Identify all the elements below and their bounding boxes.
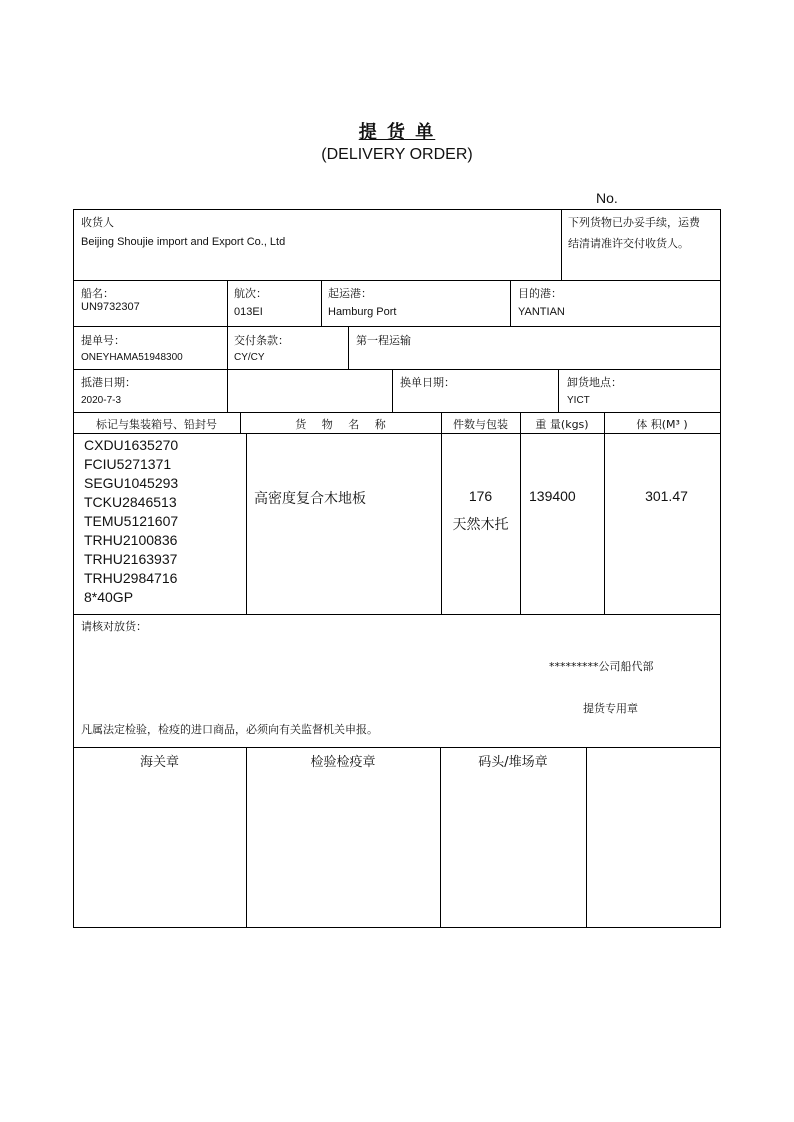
container-mark: TRHU2163937 bbox=[84, 551, 178, 567]
col-divider bbox=[348, 326, 349, 369]
col-divider bbox=[520, 433, 521, 614]
voyage-value: 013EI bbox=[234, 306, 263, 318]
col-divider bbox=[246, 747, 247, 927]
container-mark: TCKU2846513 bbox=[84, 494, 177, 510]
release-note-line-1: 下列货物已办妥手续，运费 bbox=[568, 216, 700, 229]
row-divider bbox=[73, 280, 721, 281]
voyage-label: 航次： bbox=[234, 287, 267, 300]
terminal-stamp-label: 码头/堆场章 bbox=[478, 755, 548, 770]
shipping-agent: *********公司船代部 bbox=[549, 660, 654, 673]
container-count: 8*40GP bbox=[84, 589, 134, 605]
document-subtitle: (DELIVERY ORDER) bbox=[321, 146, 473, 163]
table-border-top bbox=[73, 209, 721, 210]
bl-number-value: ONEYHAMA51948300 bbox=[81, 352, 183, 363]
row-divider bbox=[73, 433, 721, 434]
statutory-inspection-notice: 凡属法定检验，检疫的进口商品，必须向有关监督机关申报。 bbox=[81, 723, 378, 736]
col-divider bbox=[227, 326, 228, 369]
col-divider bbox=[561, 209, 562, 280]
col-divider bbox=[392, 369, 393, 412]
volume-value: 301.47 bbox=[645, 488, 688, 504]
table-border-right bbox=[720, 209, 721, 927]
gross-weight: 139400 bbox=[529, 488, 576, 504]
description-header: 货 物 名 称 bbox=[295, 418, 386, 431]
delivery-terms-label: 交付条款： bbox=[234, 334, 289, 347]
package-count: 176 bbox=[468, 488, 493, 504]
release-note-line-2: 结清请准许交付收货人。 bbox=[568, 237, 689, 250]
packages-header: 件数与包装 bbox=[453, 418, 508, 431]
consignee-value: Beijing Shoujie import and Export Co., Ltd bbox=[81, 236, 286, 248]
col-divider bbox=[321, 280, 322, 326]
release-check-label: 请核对放货： bbox=[81, 620, 147, 633]
col-divider bbox=[510, 280, 511, 326]
customs-stamp-label: 海关章 bbox=[139, 755, 179, 770]
bl-number-label: 提单号： bbox=[81, 334, 125, 347]
inspection-stamp-label: 检验检疫章 bbox=[310, 755, 376, 770]
port-of-loading-label: 起运港： bbox=[328, 287, 372, 300]
container-mark: TRHU2100836 bbox=[84, 532, 178, 548]
row-divider bbox=[73, 747, 721, 748]
vessel-value: UN9732307 bbox=[81, 301, 140, 313]
number-label: No. bbox=[596, 190, 618, 206]
arrival-date-label: 抵港日期： bbox=[81, 376, 136, 389]
first-leg-label: 第一程运输 bbox=[356, 334, 411, 347]
table-border-left bbox=[73, 209, 74, 927]
container-marks-list bbox=[84, 436, 178, 607]
row-divider bbox=[73, 326, 721, 327]
col-divider bbox=[586, 747, 587, 927]
port-of-loading-value: Hamburg Port bbox=[328, 306, 397, 318]
document-title: 提 货 单 bbox=[358, 122, 436, 143]
col-divider bbox=[558, 369, 559, 412]
col-divider bbox=[440, 747, 441, 927]
weight-header: 重 量(kgs) bbox=[535, 418, 589, 431]
port-of-destination-label: 目的港： bbox=[518, 287, 562, 300]
container-mark: CXDU1635270 bbox=[84, 437, 179, 453]
row-divider bbox=[73, 412, 721, 413]
table-border-bottom bbox=[73, 927, 721, 928]
consignee-label: 收货人 bbox=[81, 216, 114, 229]
arrival-date-value: 2020-7-3 bbox=[81, 395, 122, 406]
goods-description: 高密度复合木地板 bbox=[254, 491, 366, 507]
container-mark: SEGU1045293 bbox=[84, 475, 179, 491]
marks-header: 标记与集装箱号、铅封号 bbox=[96, 418, 217, 431]
container-mark: TRHU2984716 bbox=[84, 570, 178, 586]
delivery-seal-label: 提货专用章 bbox=[583, 702, 638, 715]
vessel-label: 船名： bbox=[81, 287, 114, 300]
col-divider bbox=[227, 369, 228, 412]
package-type: 天然木托 bbox=[452, 517, 509, 533]
port-of-destination-value: YANTIAN bbox=[518, 306, 565, 318]
container-mark: FCIU5271371 bbox=[84, 456, 172, 472]
container-mark: TEMU5121607 bbox=[84, 513, 179, 529]
row-divider bbox=[73, 369, 721, 370]
volume-header: 体 积(M³ ) bbox=[636, 418, 688, 431]
col-divider bbox=[604, 433, 605, 614]
col-divider bbox=[227, 280, 228, 326]
row-divider bbox=[73, 614, 721, 615]
delivery-terms-value: CY/CY bbox=[234, 352, 265, 363]
discharge-place-label: 卸货地点： bbox=[567, 376, 622, 389]
col-divider bbox=[246, 433, 247, 614]
exchange-date-label: 换单日期： bbox=[400, 376, 455, 389]
discharge-place-value: YICT bbox=[567, 395, 590, 406]
